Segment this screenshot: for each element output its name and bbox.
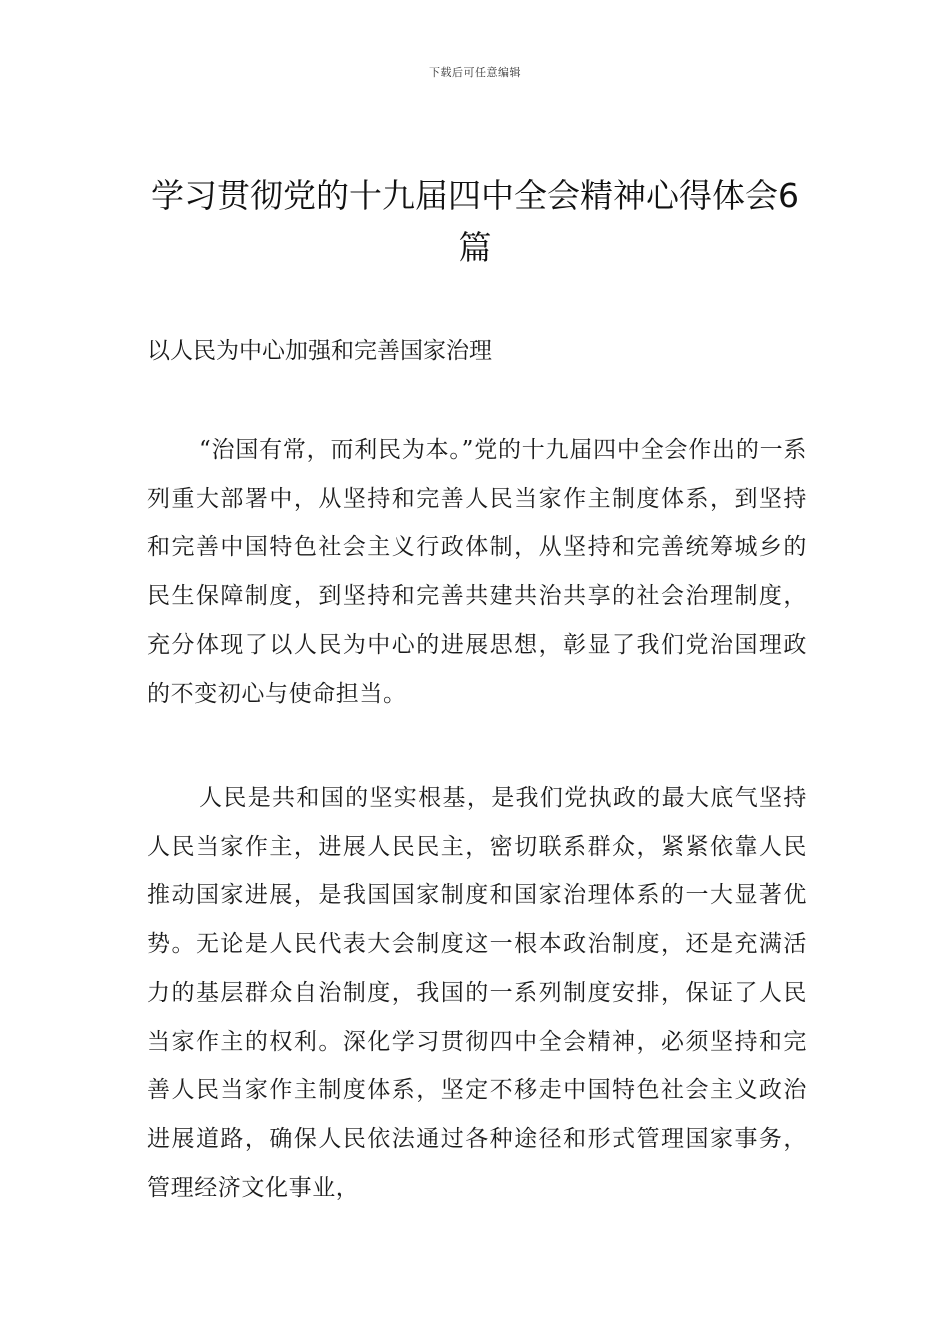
document-title: 学习贯彻党的十九届四中全会精神心得体会6篇 — [151, 176, 799, 267]
body-paragraph-2: 人民是共和国的坚实根基，是我们党执政的最大底气坚持人民当家作主，进展人民民主，密切联系群众，紧紧依靠人民推动国家进展，是我国国家制度和国家治理体系的一大显著优势。无论是人民代表大会制度这一根本政治制度，还是充满活力的基层群众自治制度，我国的一系列制度安排，保证了人民当家作主的权利。深化学习贯彻四中全会精神，必须坚持和完善人民当家作主制度体系，坚定不移走中国特色社会主义政治进展道路，确保人民依法通过各种途径和形式管理国家事务，管理经济文化事业， — [147, 785, 807, 1201]
header-note: 下载后可任意编辑 — [429, 66, 521, 79]
body-paragraph-1: “治国有常，而利民为本。”党的十九届四中全会作出的一系列重大部署中，从坚持和完善人民当家作主制度体系，到坚持和完善中国特色社会主义行政体制，从坚持和完善统筹城乡的民生保障制度，到坚持和完善共建共治共享的社会治理制度，充分体现了以人民为中心的进展思想，彰显了我们党治国理政的不变初心与使命担当。 — [147, 437, 807, 707]
section-subtitle: 以人民为中心加强和完善国家治理 — [147, 338, 492, 364]
